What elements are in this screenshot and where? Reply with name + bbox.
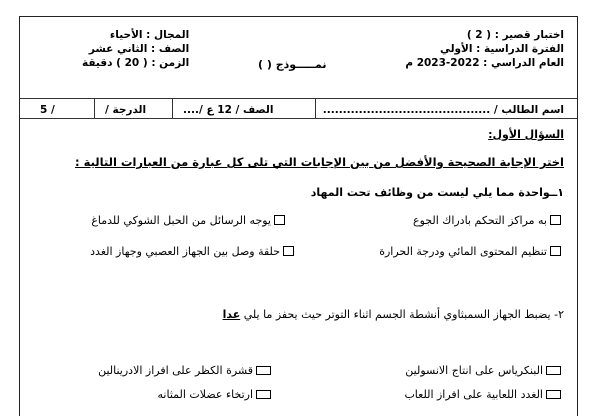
grade-value: / 5 — [40, 104, 55, 116]
class-field[interactable]: الصف / 12 ع /.... — [183, 104, 274, 116]
item1-option-a[interactable]: به مراكز التحكم بادراك الجوع — [413, 214, 564, 227]
checkbox-icon[interactable] — [550, 215, 561, 225]
checkbox-icon[interactable] — [256, 390, 271, 399]
checkbox-icon[interactable] — [546, 366, 561, 375]
item1-stem: ١ــواحدة مما يلي ليست من وظائف تحت المهاد — [310, 186, 564, 199]
model-label: نمـــــوذج ( ) — [258, 58, 327, 71]
item2-option-c[interactable]: الغدد اللعابية على افراز اللعاب — [404, 388, 564, 401]
grade-label: الدرجة / — [105, 104, 147, 116]
item2-stem: ٢- يضبط الجهاز السمبثاوي أنشطة الجسم اثناء التوتر حيث يحفز ما يلي عدا — [222, 308, 564, 321]
duration: الزمن : ( 20 ) دقيقة — [82, 57, 190, 69]
quiz-number: اختبار قصير : ( 2 ) — [466, 29, 564, 41]
checkbox-icon[interactable] — [550, 246, 561, 256]
item2-option-a[interactable]: البنكرياس على انتاج الانسولين — [405, 364, 564, 377]
checkbox-icon[interactable] — [546, 390, 561, 399]
academic-year: العام الدراسي : 2022-2023 م — [405, 57, 564, 69]
student-name-field[interactable]: اسم الطالب / .......................................... — [322, 104, 564, 116]
item2-option-d[interactable]: ارتخاء عضلات المثانه — [158, 388, 274, 401]
grade-level: الصف : الثاني عشر — [88, 43, 190, 55]
question-title: السؤال الأول: — [488, 128, 564, 141]
exam-header-right — [405, 28, 564, 70]
info-row-top-rule — [20, 98, 577, 99]
question-instruction: اختر الإجابة الصحيحة والأفضل من بين الإجابات التي تلى كل عبارة من العبارات التالية : — [75, 155, 564, 169]
info-divider — [172, 98, 173, 118]
item1-option-b[interactable]: يوجه الرسائل من الحبل الشوكي للدماغ — [91, 214, 288, 227]
item2-option-b[interactable]: قشرة الكظر على افراز الادرينالين — [98, 364, 274, 377]
except-word: عدا — [222, 308, 241, 321]
checkbox-icon[interactable] — [283, 246, 294, 256]
checkbox-icon[interactable] — [256, 366, 271, 375]
info-divider — [315, 98, 316, 118]
checkbox-icon[interactable] — [274, 215, 285, 225]
item1-option-c[interactable]: تنظيم المحتوى المائي ودرجة الحرارة — [379, 245, 564, 258]
item1-option-d[interactable]: حلقة وصل بين الجهاز العصبي وجهاز الغدد — [90, 245, 297, 258]
exam-header-left — [82, 28, 189, 70]
subject: المجال : الأحياء — [109, 29, 190, 41]
term: الفترة الدراسية : الأولي — [439, 43, 564, 55]
info-divider — [94, 98, 95, 118]
